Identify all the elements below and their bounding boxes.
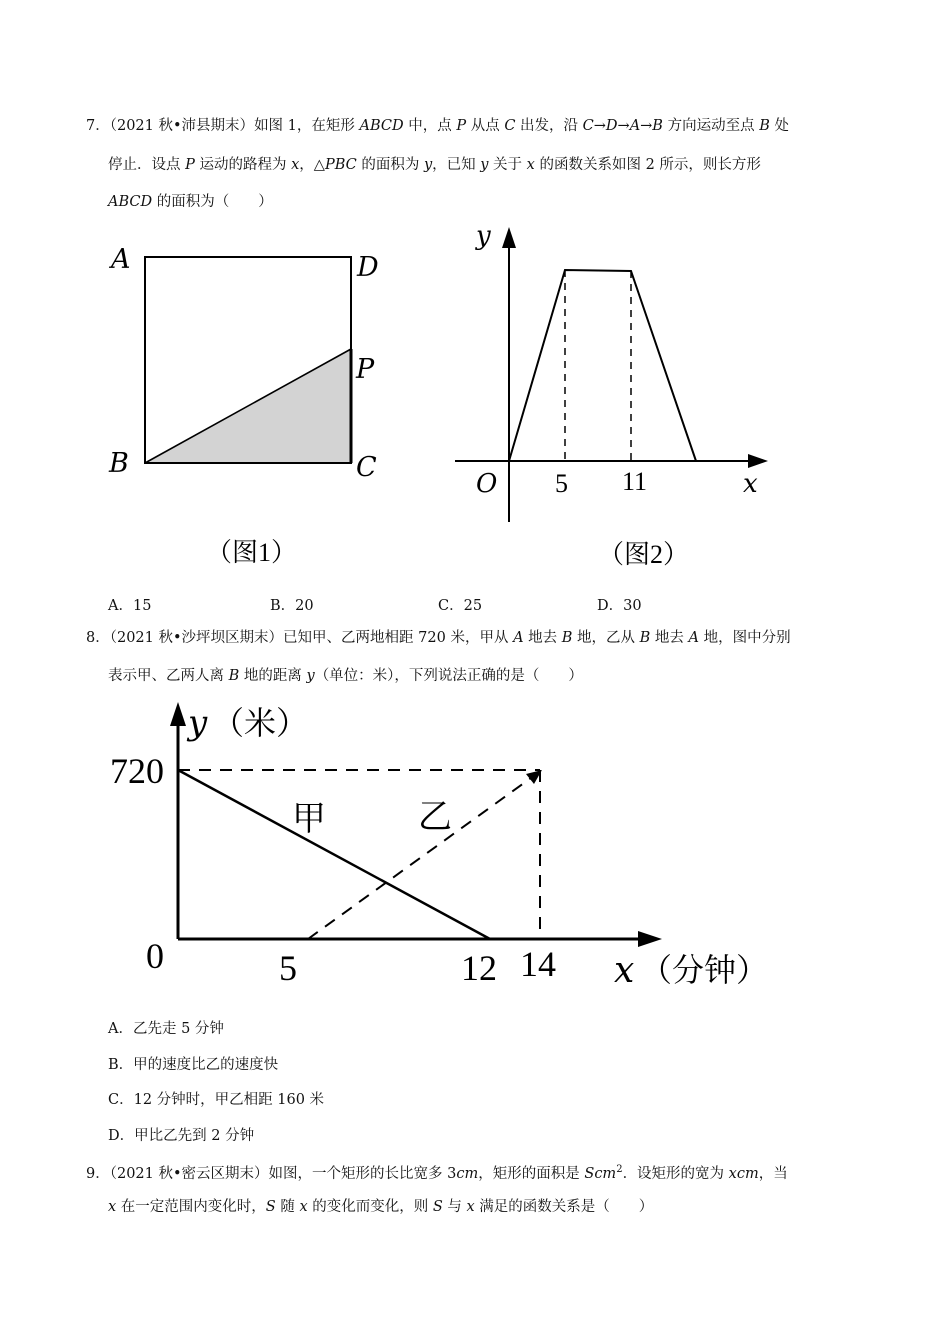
tick-label-14: 14 xyxy=(520,944,556,984)
q8-var: A xyxy=(513,630,524,646)
q8-text: 表示甲、乙两人离 xyxy=(108,668,229,684)
q9-text: ．设矩形的宽为 xyxy=(622,1165,729,1182)
q9-unit: cm xyxy=(594,1165,617,1182)
q7-choice-a[interactable]: A．15 xyxy=(108,598,152,614)
tick-label-720: 720 xyxy=(110,751,164,791)
q7-var: P xyxy=(185,157,195,173)
q9-line-2 xyxy=(108,1197,653,1217)
q7-text: ，已知 xyxy=(432,157,481,173)
q7-var: x xyxy=(291,157,300,173)
tick-label-5: 5 xyxy=(279,948,297,988)
q8-text: 地，乙从 xyxy=(572,630,640,646)
y-axis-label: y xyxy=(476,221,491,251)
tick-label-12: 12 xyxy=(461,948,497,988)
q7-text: 如图 1，在矩形 xyxy=(254,118,360,134)
q7-var: ABCD xyxy=(108,194,153,210)
q7-text: 的函数关系如图 2 所示，则长方形 xyxy=(534,157,761,173)
q7-var: PBC xyxy=(324,157,357,173)
q8-text: （单位：米），下列说法正确的是（ ） xyxy=(314,668,583,684)
x-axis-label: x xyxy=(743,469,758,499)
q9-superscript: 2 xyxy=(616,1164,623,1175)
origin-label: O xyxy=(476,469,498,499)
x-axis-label-unit: （分钟） xyxy=(640,952,769,988)
q7-text: 从点 xyxy=(466,118,505,134)
label-c: C xyxy=(356,452,377,483)
q7-var: B xyxy=(759,118,770,134)
q8-text: 地，图中分别 xyxy=(699,630,791,646)
q8-number: 8． xyxy=(86,630,110,646)
q9-text: 与 xyxy=(442,1199,467,1215)
series-line-jia xyxy=(178,770,490,939)
y-axis-arrow-icon xyxy=(170,702,186,726)
q9-unit: cm xyxy=(736,1165,759,1182)
q9-number: 9． xyxy=(86,1165,110,1182)
q7-choice-c[interactable]: C．25 xyxy=(438,598,483,614)
q7-source: （2021 秋•沛县期末） xyxy=(109,118,255,134)
q9-var: x xyxy=(299,1199,308,1215)
series-group xyxy=(178,770,542,939)
q8-choice-b[interactable]: B．甲的速度比乙的速度快 xyxy=(108,1057,279,1073)
label-b: B xyxy=(109,448,129,479)
q9-var: S xyxy=(584,1165,595,1182)
q9-line-1 xyxy=(86,1160,788,1184)
q8-choice-c[interactable]: C．12 分钟时，甲乙相距 160 米 xyxy=(108,1092,325,1108)
q8-text: 地的距离 xyxy=(239,668,307,684)
q8-text: 已知甲、乙两地相距 720 米，甲从 xyxy=(283,630,514,646)
q9-text: 的变化而变化，则 xyxy=(307,1199,433,1215)
q8-var: B xyxy=(561,630,573,646)
q7-text: 的面积为 xyxy=(356,157,424,173)
x-axis-arrow-icon xyxy=(638,931,662,947)
q8-choice-d[interactable]: D．甲比乙先到 2 分钟 xyxy=(108,1128,255,1144)
q8-choice-a[interactable]: A．乙先走 5 分钟 xyxy=(108,1021,224,1037)
tick-label-5: 5 xyxy=(555,469,568,498)
figure-1-caption: （图1） xyxy=(206,538,298,567)
q7-var: ABCD xyxy=(359,118,404,134)
q9-var: x xyxy=(466,1199,475,1215)
q7-var: y xyxy=(480,157,489,173)
tick-label-11: 11 xyxy=(622,467,648,496)
q7-text: 处 xyxy=(769,118,789,134)
q7-var: x xyxy=(526,157,535,173)
q7-text: 关于 xyxy=(488,157,527,173)
q7-number: 7． xyxy=(86,118,110,134)
q9-text: ，当 xyxy=(758,1165,788,1182)
series-label-yi: 乙 xyxy=(418,799,452,836)
q9-text: 在一定范围内变化时， xyxy=(116,1199,266,1215)
q8-var: A xyxy=(688,630,699,646)
q8-text: 地去 xyxy=(650,630,689,646)
q8-source: （2021 秋•沙坪坝区期末） xyxy=(109,630,284,646)
series-label-jia: 甲 xyxy=(292,801,326,838)
q7-text: 停止．设点 xyxy=(108,157,186,173)
q9-source: （2021 秋•密云区期末） xyxy=(109,1165,269,1182)
label-a: A xyxy=(111,244,131,275)
series-line-yi xyxy=(308,770,542,939)
q9-var: S xyxy=(265,1199,276,1215)
origin-label: 0 xyxy=(146,936,164,976)
q9-unit: cm xyxy=(456,1165,479,1182)
label-p: P xyxy=(356,354,375,385)
q7-var: y xyxy=(423,157,433,173)
q9-text: ，矩形的面积是 xyxy=(478,1165,585,1182)
q7-text: ，△ xyxy=(299,157,325,173)
y-axis-label-unit: （米） xyxy=(212,705,309,741)
q7-var: P xyxy=(456,118,467,134)
q9-text: 满足的函数关系是（ ） xyxy=(474,1199,654,1215)
q8-var: B xyxy=(228,668,240,684)
q7-text: 的面积为（ ） xyxy=(152,194,273,210)
q9-var: S xyxy=(432,1199,443,1215)
q7-choice-b[interactable]: B．20 xyxy=(270,598,314,614)
label-d: D xyxy=(357,252,379,283)
q7-text: 运动的路程为 xyxy=(194,157,292,173)
y-axis-label-var: y xyxy=(188,703,208,743)
q7-text: 方向运动至点 xyxy=(662,118,760,134)
q9-text: 随 xyxy=(275,1199,300,1215)
q7-choice-d[interactable]: D．30 xyxy=(597,598,642,614)
figure-2-caption: （图2） xyxy=(598,540,690,569)
q8-var: y xyxy=(306,668,315,684)
q7-var: C xyxy=(504,118,516,134)
q7-text: 出发，沿 xyxy=(515,118,583,134)
x-axis-label-var: x xyxy=(614,950,635,991)
q8-var: B xyxy=(639,630,651,646)
q7-text: 中，点 xyxy=(403,118,457,134)
q9-var: x xyxy=(728,1165,737,1182)
q9-var: x xyxy=(108,1199,117,1215)
q7-path: C→D→A→B xyxy=(582,118,663,134)
q9-text: 如图，一个矩形的长比宽多 3 xyxy=(268,1165,457,1182)
q8-text: 地去 xyxy=(523,630,562,646)
